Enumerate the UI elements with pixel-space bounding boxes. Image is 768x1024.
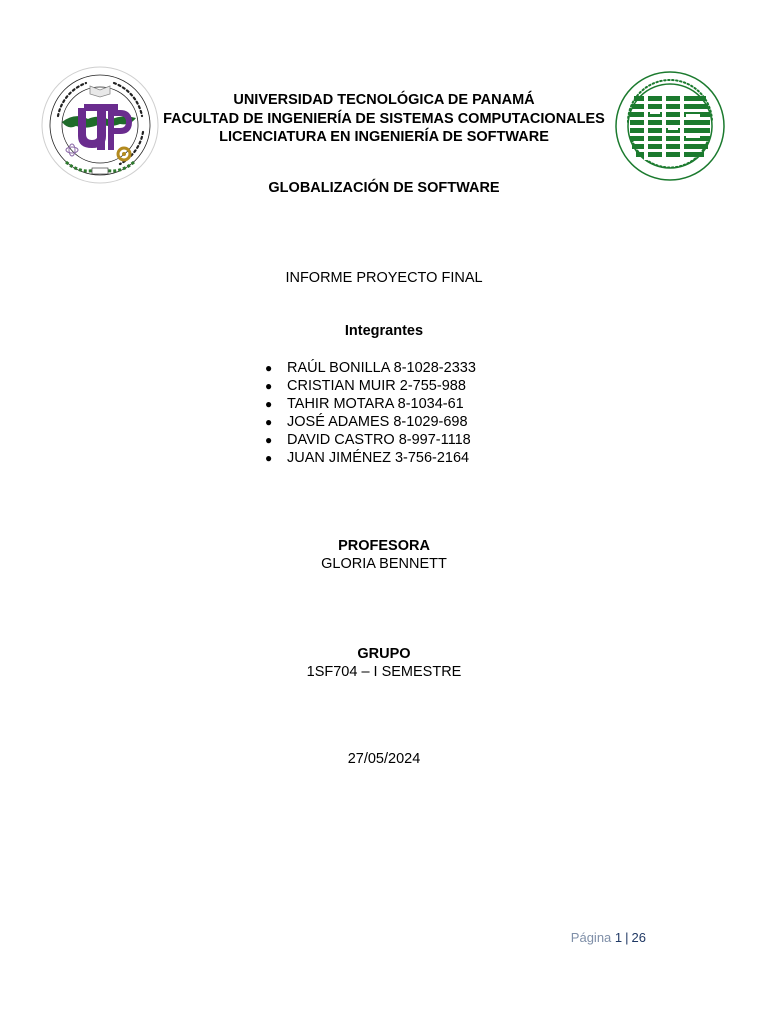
list-item: ● RAÚL BONILLA 8-1028-2333 bbox=[265, 360, 476, 376]
university-name: UNIVERSIDAD TECNOLÓGICA DE PANAMÁ bbox=[233, 92, 535, 108]
list-item: ● JUAN JIMÉNEZ 3-756-2164 bbox=[265, 450, 470, 466]
report-title: INFORME PROYECTO FINAL bbox=[285, 270, 483, 286]
group-label: GRUPO bbox=[357, 646, 411, 662]
faculty-name: FACULTAD DE INGENIERÍA DE SISTEMAS COMPUTACIONALES bbox=[163, 110, 605, 127]
institution-header bbox=[150, 91, 618, 147]
group-section bbox=[0, 645, 768, 681]
list-item: ● CRISTIAN MUIR 2-755-988 bbox=[265, 378, 466, 394]
list-item: ● DAVID CASTRO 8-997-1118 bbox=[265, 432, 471, 448]
utp-logo-icon bbox=[40, 64, 160, 186]
bullet-icon: ● bbox=[265, 379, 273, 393]
total-pages: 26 bbox=[631, 930, 646, 945]
page-separator: | bbox=[625, 930, 629, 945]
professor-label: PROFESORA bbox=[338, 538, 430, 554]
group-value: 1SF704 – I SEMESTRE bbox=[306, 664, 462, 680]
members-list bbox=[263, 359, 476, 467]
fisc-logo-icon bbox=[614, 70, 726, 182]
bullet-icon: ● bbox=[265, 361, 273, 375]
bullet-icon: ● bbox=[265, 451, 273, 465]
bullet-icon: ● bbox=[265, 415, 273, 429]
page-word: Página bbox=[570, 930, 612, 945]
degree-name: LICENCIATURA EN INGENIERÍA DE SOFTWARE bbox=[219, 129, 549, 145]
list-item: ● JOSÉ ADAMES 8-1029-698 bbox=[265, 414, 468, 430]
members-heading: Integrantes bbox=[344, 323, 424, 339]
bullet-icon: ● bbox=[265, 397, 273, 411]
course-title: GLOBALIZACIÓN DE SOFTWARE bbox=[268, 180, 500, 196]
professor-name: GLORIA BENNETT bbox=[321, 556, 447, 572]
bullet-icon: ● bbox=[265, 433, 273, 447]
professor-section bbox=[0, 537, 768, 573]
list-item: ● TAHIR MOTARA 8-1034-61 bbox=[265, 396, 464, 412]
document-date: 27/05/2024 bbox=[347, 751, 421, 767]
page-footer bbox=[571, 930, 646, 945]
page-number: 1 bbox=[614, 930, 623, 945]
